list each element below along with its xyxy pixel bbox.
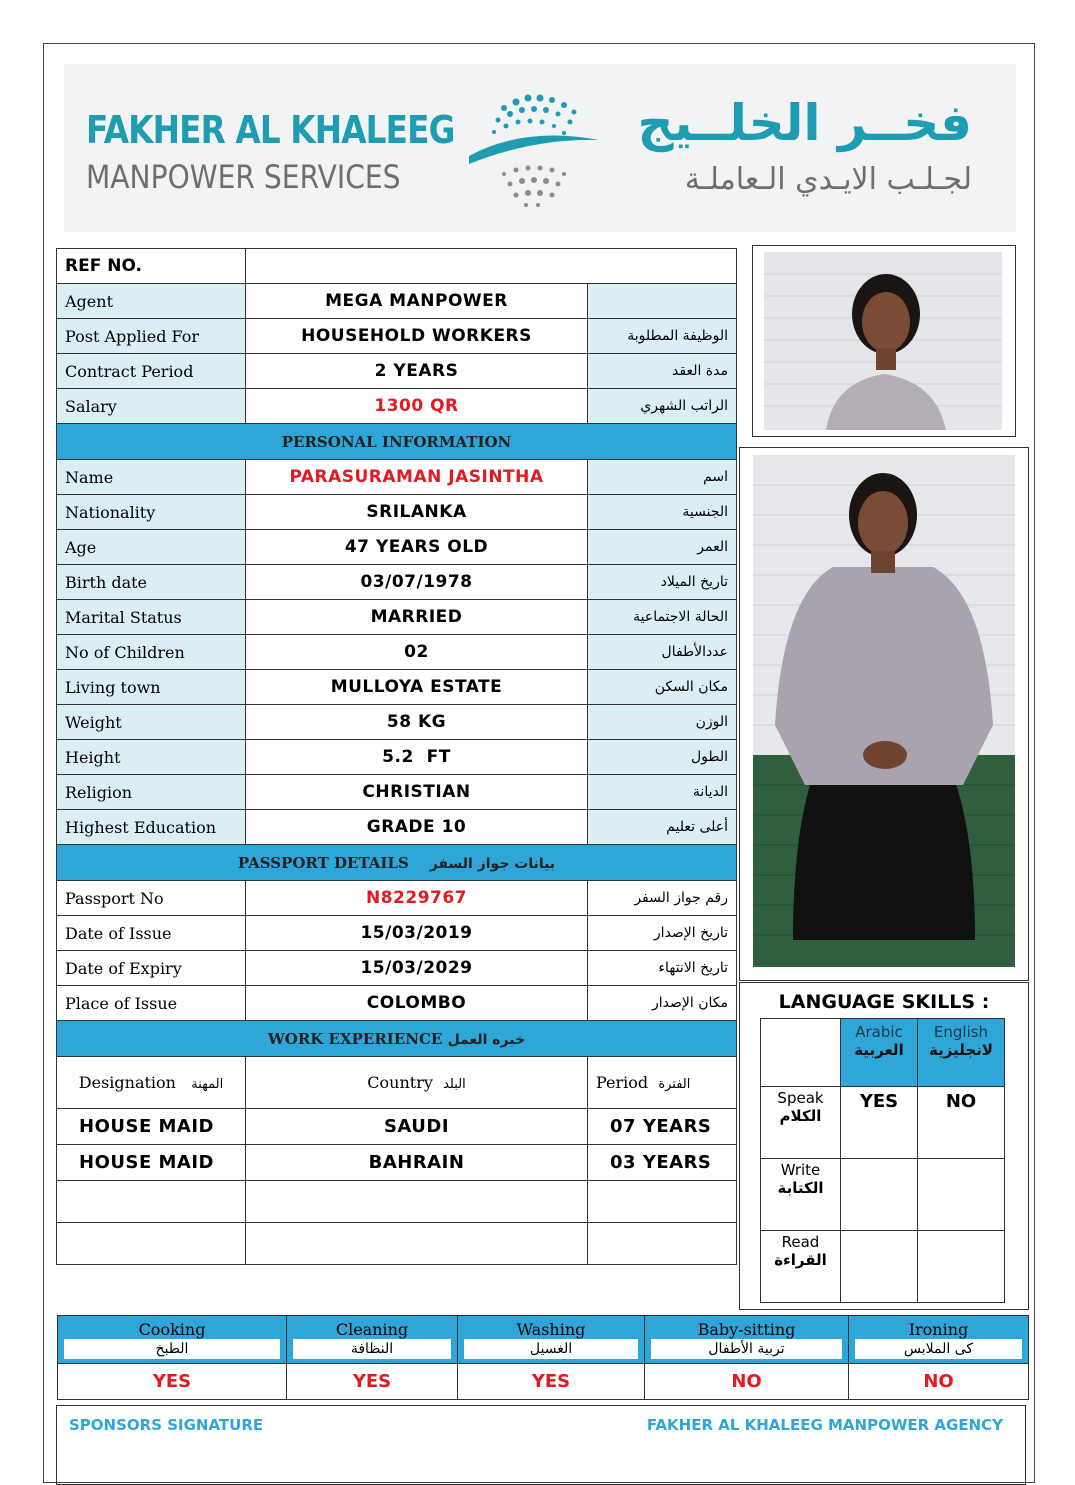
table-row (57, 530, 737, 565)
country-header-en: Country (367, 1073, 433, 1092)
table-row (57, 635, 737, 670)
field-value: HOUSEHOLD WORKERS (246, 319, 588, 354)
table-row (57, 775, 737, 810)
period-header-en: Period (596, 1073, 649, 1092)
table-row (57, 1181, 737, 1223)
skill-label: Ironing (908, 1320, 969, 1339)
field-label-ar: تاريخ الميلاد (588, 565, 737, 600)
arabic-header-ar: العربية (854, 1041, 904, 1059)
field-label: Name (57, 460, 246, 495)
english-header (918, 1019, 1005, 1087)
field-label-ar: مدة العقد (588, 354, 737, 389)
full-body-image (753, 455, 1015, 967)
field-label: Age (57, 530, 246, 565)
name-value: PARASURAMAN JASINTHA (246, 460, 588, 495)
field-label-ar (588, 284, 737, 319)
table-row (57, 881, 737, 916)
table-row (761, 1087, 1005, 1159)
english-header-en: English (933, 1023, 989, 1041)
designation-header-en: Designation (78, 1073, 176, 1092)
ref-row (57, 249, 737, 284)
field-label-ar: الوظيفة المطلوبة (588, 319, 737, 354)
field-label: Post Applied For (57, 319, 246, 354)
field-label: Salary (57, 389, 246, 424)
table-row (57, 600, 737, 635)
field-value: 58 KG (246, 705, 588, 740)
field-label-ar: عددالأطفال (588, 635, 737, 670)
field-value: CHRISTIAN (246, 775, 588, 810)
skill-label: Washing (516, 1320, 586, 1339)
field-label: Contract Period (57, 354, 246, 389)
speak-arabic-value: YES (841, 1087, 918, 1159)
table-row (57, 1145, 737, 1181)
full-body-photo (739, 447, 1029, 981)
contract-row (57, 354, 737, 389)
write-arabic-value (841, 1159, 918, 1231)
english-header-ar: لانجليزية (929, 1041, 993, 1059)
country-header (246, 1057, 588, 1109)
table-row (761, 1159, 1005, 1231)
skill-value: NO (645, 1364, 849, 1400)
field-label-ar: تاريخ الانتهاء (588, 951, 737, 986)
section-title-work (57, 1021, 737, 1057)
skill-label-ar: كى الملابس (855, 1339, 1022, 1359)
brand-tagline-en: MANPOWER SERVICES (86, 158, 401, 196)
field-label-ar: الحالة الاجتماعية (588, 600, 737, 635)
field-label: Living town (57, 670, 246, 705)
brand-name-ar: فخــر الخلــيج (637, 94, 972, 152)
field-label: Religion (57, 775, 246, 810)
skill-label-ar: الطبخ (64, 1339, 280, 1359)
row-label-ar: القراءة (774, 1251, 827, 1269)
table-row (57, 916, 737, 951)
language-table (760, 1018, 1005, 1303)
designation-header-ar: المهنة (191, 1077, 224, 1092)
field-label-ar: الديانة (588, 775, 737, 810)
field-label: No of Children (57, 635, 246, 670)
table-row (57, 1223, 737, 1265)
skills-header-row (58, 1316, 1029, 1364)
skills-table (57, 1315, 1029, 1400)
row-label-en: Read (781, 1233, 820, 1251)
work-country: BAHRAIN (246, 1145, 588, 1181)
person-portrait-icon (764, 252, 1002, 430)
brand-tagline-ar: لجـلـب الايـدي الـعاملـة (684, 162, 972, 197)
field-value: MEGA MANPOWER (246, 284, 588, 319)
portrait-photo (752, 245, 1016, 437)
empty-cell (57, 1181, 246, 1223)
work-designation: HOUSE MAID (57, 1145, 246, 1181)
sponsor-signature-label: SPONSORS SIGNATURE (69, 1416, 264, 1434)
signature-box (56, 1405, 1026, 1485)
row-label-ar: الكتابة (777, 1179, 824, 1197)
language-header-row (761, 1019, 1005, 1087)
field-value: 47 YEARS OLD (246, 530, 588, 565)
field-label-ar: اسم (588, 460, 737, 495)
skill-header (645, 1316, 849, 1364)
section-title-work-en: WORK EXPERIENCE (267, 1029, 443, 1048)
table-row (57, 705, 737, 740)
skill-label-ar: تربية الأطفال (651, 1339, 842, 1359)
empty-cell (761, 1019, 841, 1087)
company-logo-icon (464, 78, 604, 218)
work-designation: HOUSE MAID (57, 1109, 246, 1145)
write-english-value (918, 1159, 1005, 1231)
field-label-ar: تاريخ الإصدار (588, 916, 737, 951)
table-row (57, 740, 737, 775)
personal-section-row (57, 424, 737, 460)
field-label-ar: مكان الإصدار (588, 986, 737, 1021)
period-header-ar: الفترة (658, 1077, 691, 1092)
skill-label: Baby-sitting (697, 1320, 796, 1339)
field-label: Highest Education (57, 810, 246, 845)
salary-row (57, 389, 737, 424)
field-label: Date of Issue (57, 916, 246, 951)
field-label-ar: الراتب الشهري (588, 389, 737, 424)
field-label: Nationality (57, 495, 246, 530)
table-row (57, 986, 737, 1021)
row-label-ar: الكلام (779, 1107, 822, 1125)
section-title-passport-en: PASSPORT DETAILS (237, 853, 409, 872)
language-skills-title: LANGUAGE SKILLS : (778, 991, 990, 1013)
skill-header (287, 1316, 458, 1364)
table-row (57, 460, 737, 495)
write-label (761, 1159, 841, 1231)
skill-value: YES (458, 1364, 645, 1400)
empty-cell (246, 1181, 588, 1223)
field-label-ar: أعلى تعليم (588, 810, 737, 845)
designation-header (57, 1057, 246, 1109)
skill-label-ar: النظافة (293, 1339, 451, 1359)
field-value: 15/03/2019 (246, 916, 588, 951)
field-label: Weight (57, 705, 246, 740)
skill-label: Cleaning (335, 1320, 409, 1339)
work-period: 03 YEARS (588, 1145, 737, 1181)
field-value: 02 (246, 635, 588, 670)
table-row (57, 1109, 737, 1145)
read-arabic-value (841, 1231, 918, 1303)
table-row (57, 670, 737, 705)
field-label-ar: رقم جواز السفر (588, 881, 737, 916)
field-value: MULLOYA ESTATE (246, 670, 588, 705)
field-label: Birth date (57, 565, 246, 600)
work-period: 07 YEARS (588, 1109, 737, 1145)
read-english-value (918, 1231, 1005, 1303)
field-label: Place of Issue (57, 986, 246, 1021)
field-label: Date of Expiry (57, 951, 246, 986)
skill-value: YES (287, 1364, 458, 1400)
portrait-image (764, 252, 1002, 430)
field-value: COLOMBO (246, 986, 588, 1021)
field-label: Agent (57, 284, 246, 319)
skill-header (849, 1316, 1029, 1364)
speak-english-value: NO (918, 1087, 1005, 1159)
empty-cell (588, 1181, 737, 1223)
field-value: GRADE 10 (246, 810, 588, 845)
application-table (56, 248, 737, 1265)
field-label: Passport No (57, 881, 246, 916)
salary-value: 1300 QR (246, 389, 588, 424)
country-header-ar: البلد (443, 1077, 466, 1092)
skills-value-row (58, 1364, 1029, 1400)
work-section-row (57, 1021, 737, 1057)
empty-cell (246, 1223, 588, 1265)
skill-value: YES (58, 1364, 287, 1400)
empty-cell (588, 1223, 737, 1265)
work-country: SAUDI (246, 1109, 588, 1145)
skill-value: NO (849, 1364, 1029, 1400)
field-label-ar: مكان السكن (588, 670, 737, 705)
person-full-body-icon (753, 455, 1015, 967)
work-header-row (57, 1057, 737, 1109)
field-label-ar: الجنسية (588, 495, 737, 530)
row-label-en: Speak (777, 1089, 824, 1107)
field-label: Marital Status (57, 600, 246, 635)
section-title-personal: PERSONAL INFORMATION (57, 424, 737, 460)
field-value: SRILANKA (246, 495, 588, 530)
table-row (57, 951, 737, 986)
table-row (57, 495, 737, 530)
table-row (57, 810, 737, 845)
field-label-ar: العمر (588, 530, 737, 565)
field-value: 03/07/1978 (246, 565, 588, 600)
post-row (57, 319, 737, 354)
brand-name-en: FAKHER AL KHALEEG (86, 108, 455, 152)
ref-value (246, 249, 737, 284)
skill-label: Cooking (138, 1320, 206, 1339)
empty-cell (57, 1223, 246, 1265)
field-value: 15/03/2029 (246, 951, 588, 986)
field-value: 5.2 FT (246, 740, 588, 775)
field-value: 2 YEARS (246, 354, 588, 389)
field-value: MARRIED (246, 600, 588, 635)
agency-signature-label: FAKHER AL KHALEEG MANPOWER AGENCY (646, 1416, 1003, 1434)
period-header (588, 1057, 737, 1109)
agent-row (57, 284, 737, 319)
field-label: Height (57, 740, 246, 775)
speak-label (761, 1087, 841, 1159)
skill-header (58, 1316, 287, 1364)
section-title-passport-ar: بيانات جواز السفر (429, 855, 556, 872)
skill-label-ar: الغسيل (464, 1339, 638, 1359)
letterhead (64, 64, 1016, 232)
passport-section-row (57, 845, 737, 881)
arabic-header-en: Arabic (855, 1023, 903, 1041)
section-title-passport (57, 845, 737, 881)
row-label-en: Write (780, 1161, 821, 1179)
field-label-ar: الوزن (588, 705, 737, 740)
read-label (761, 1231, 841, 1303)
ref-label: REF NO. (57, 249, 246, 284)
passport-number-value: N8229767 (246, 881, 588, 916)
section-title-work-ar: خبره العمل (447, 1031, 526, 1048)
table-row (57, 565, 737, 600)
field-label-ar: الطول (588, 740, 737, 775)
skill-header (458, 1316, 645, 1364)
arabic-header (841, 1019, 918, 1087)
table-row (761, 1231, 1005, 1303)
